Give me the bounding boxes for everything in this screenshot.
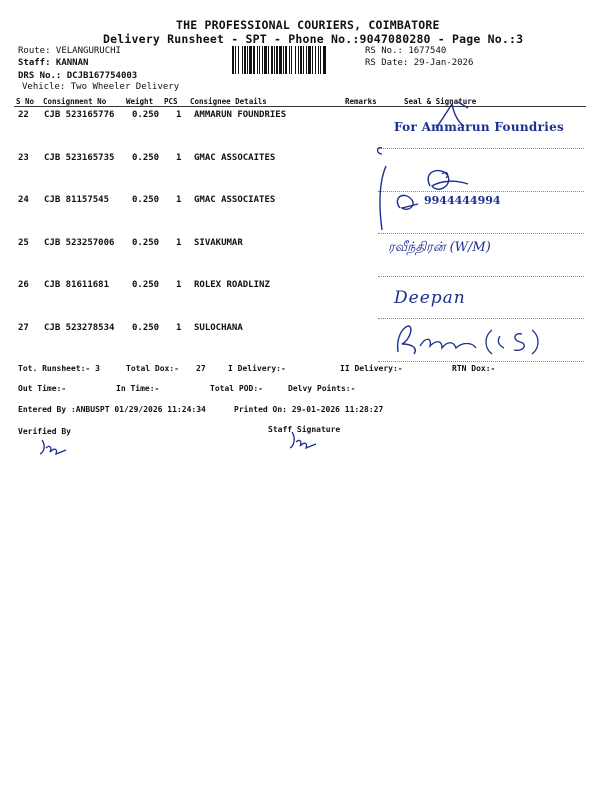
row-pcs: 1 [176,237,182,248]
row-consignee: AMMARUN FOUNDRIES [194,110,287,120]
row-consignment-no: CJB 81611681 [44,280,110,290]
ii-delivery: II Delivery:- [340,364,403,373]
table-row [0,238,600,280]
row-consignee: GMAC ASSOCAITES [194,152,276,163]
row-sno: 24 [18,195,29,205]
company-stamp: For Ammarun Foundries [394,120,565,134]
row-consignee: GMAC ASSOCIATES [194,195,276,205]
row-weight: 0.250 [132,195,160,205]
row-pcs: 1 [176,322,182,333]
row-consignee: SIVAKUMAR [194,237,243,248]
staff-label: Staff: KANNAN [18,58,89,68]
total-dox-label: Total Dox:- [126,364,179,373]
row-weight: 0.250 [132,322,160,333]
row-consignee: SULOCHANA [194,322,243,333]
row-weight: 0.250 [132,237,160,248]
row-weight: 0.250 [132,110,160,120]
vehicle-label: Vehicle: Two Wheeler Delivery [22,82,180,92]
in-time: In Time:- [116,384,160,393]
drs-number: DRS No.: DCJB167754003 [18,71,138,81]
entered-by: Entered By :ANBUSPT 01/29/2026 11:24:34 [18,405,206,414]
tot-runsheet: Tot. Runsheet:- 3 [18,364,100,373]
col-remarks: Remarks [345,97,377,106]
row24-phone-handwriting: 9944444994 [424,194,501,207]
printed-on: Printed On: 29-01-2026 11:28:27 [234,405,384,414]
row27-signature [392,318,552,362]
col-seal: Seal & Signature [404,97,477,106]
row22-signature [428,100,478,132]
runsheet-subtitle: Delivery Runsheet - SPT - Phone No.:9047080280 - Page No.:3 [103,32,524,46]
signature-line [378,276,584,277]
delvy-points: Delvy Points:- [288,384,356,393]
barcode-image [232,46,360,76]
row-consignment-no: CJB 523165735 [44,152,115,163]
table-row [0,280,600,322]
company-title: THE PROFESSIONAL COURIERS, COIMBATORE [176,18,440,32]
row-consignee: ROLEX ROADLINZ [194,280,270,290]
rtn-dox: RTN Dox:- [452,364,496,373]
row-sno: 25 [18,237,29,248]
row-pcs: 1 [176,110,182,120]
row-weight: 0.250 [132,280,160,290]
row-sno: 26 [18,280,29,290]
row-consignment-no: CJB 81157545 [44,195,110,205]
out-time: Out Time:- [18,384,67,393]
row-sno: 23 [18,152,29,163]
route-label: Route: VELANGURUCHI [18,46,121,56]
row-pcs: 1 [176,195,182,205]
row25-handwriting: ரவீந்திரன் (W/M) [388,240,491,255]
row-pcs: 1 [176,280,182,290]
verified-by-label: Verified By [18,427,71,436]
total-pod: Total POD:- [210,384,263,393]
row-consignment-no: CJB 523165776 [44,110,115,120]
rs-number: RS No.: 1677540 [365,46,447,56]
staff-signature-mark [286,428,326,454]
col-consignee: Consignee Details [190,97,267,106]
col-sno: S No [16,97,35,106]
row-weight: 0.250 [132,152,160,163]
row-pcs: 1 [176,152,182,163]
verified-by-signature [36,436,76,458]
header-divider [14,106,586,107]
i-delivery: I Delivery:- [228,364,286,373]
staff-signature-label: Staff Signature [268,425,341,434]
row26-handwriting: Deepan [394,288,466,308]
row-sno: 27 [18,322,29,333]
row23-24-signature [372,140,522,240]
row-consignment-no: CJB 523257006 [44,237,115,248]
col-weight: Weight [126,97,154,106]
row-consignment-no: CJB 523278534 [44,322,115,333]
col-consignment: Consignment No [43,97,107,106]
rs-date: RS Date: 29-Jan-2026 [365,58,474,68]
row-sno: 22 [18,110,29,120]
col-pcs: PCS [164,97,178,106]
total-dox-value: 27 [196,364,206,373]
